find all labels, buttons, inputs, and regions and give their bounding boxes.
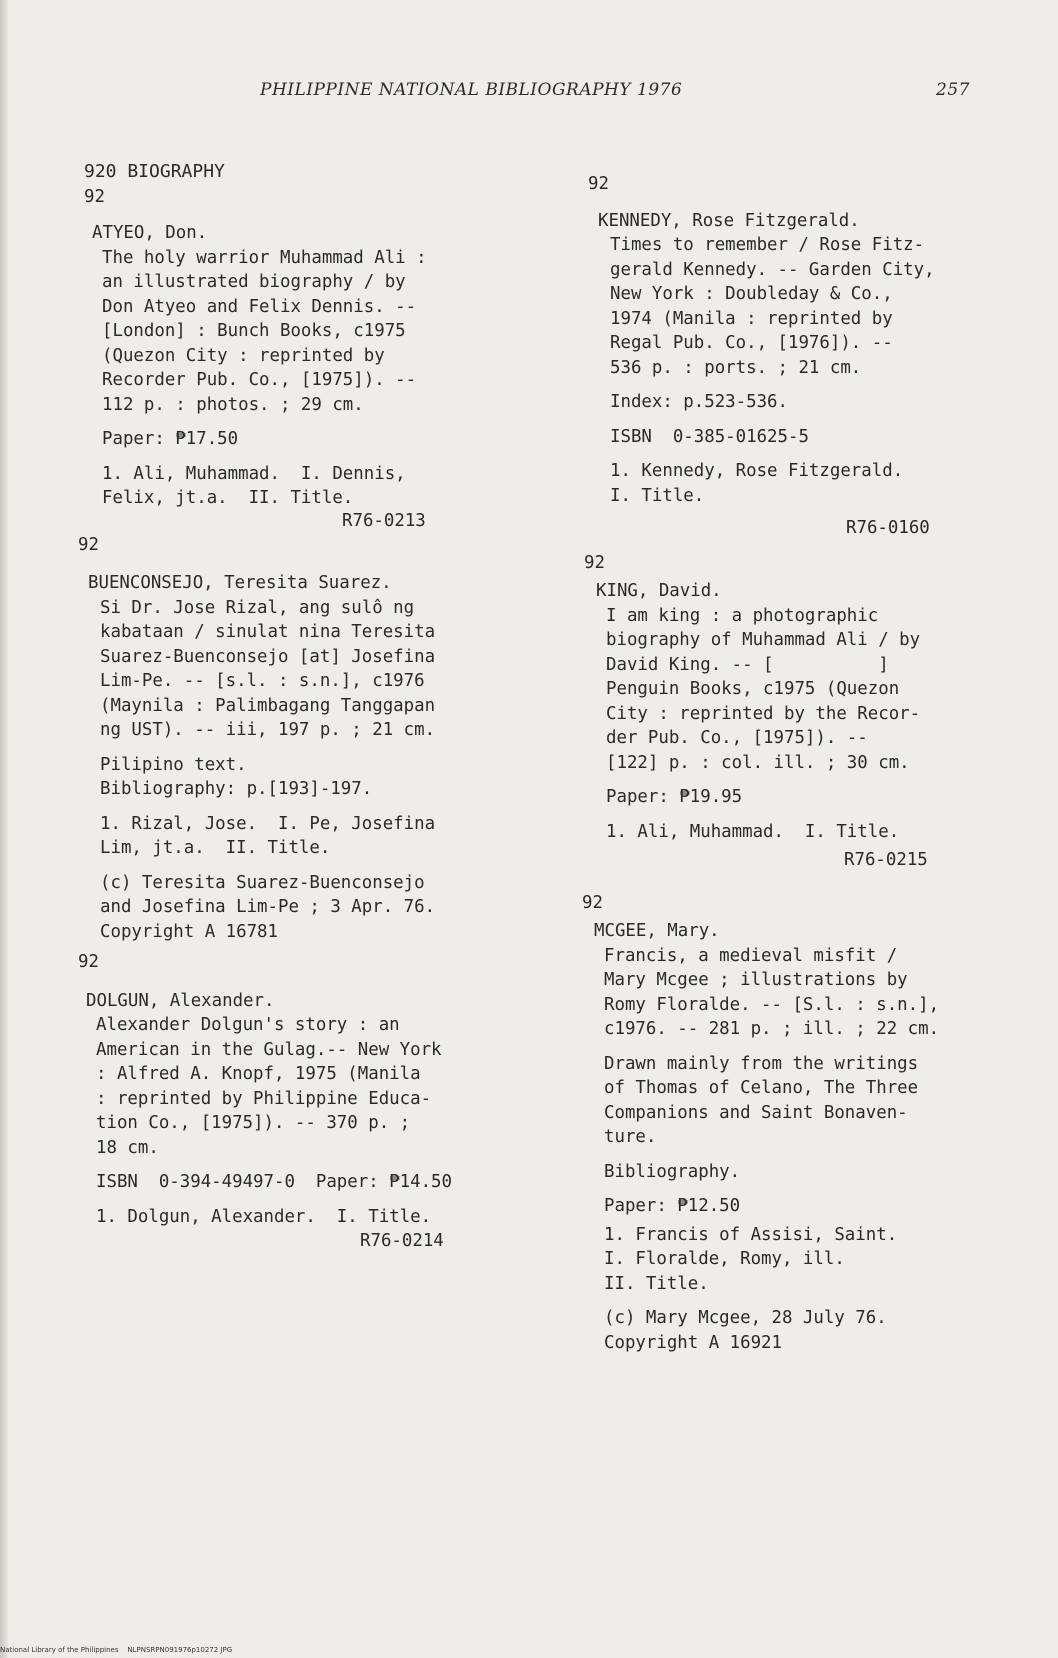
control-number: R76-0215 (844, 850, 928, 870)
entry-heading: MCGEE, Mary. (594, 921, 720, 941)
entry-heading: DOLGUN, Alexander. (86, 990, 275, 1011)
entry-body-line: Francis, a medieval misfit / (604, 945, 898, 966)
entry-body-line: Penguin Books, c1975 (Quezon (606, 679, 900, 699)
entry-body-line: gerald Kennedy. -- Garden City, (610, 259, 935, 280)
entry-heading: KING, David. (596, 581, 722, 601)
control-number: R76-0213 (342, 510, 426, 531)
scan-footer: National Library of the Philippines NLPNSRPN091976p10272 JPG (0, 1646, 233, 1654)
header-title: PHILIPPINE NATIONAL BIBLIOGRAPHY 1976 (260, 80, 683, 100)
entry-tracing: Lim, jt.a. II. Title. (100, 838, 331, 858)
entry-body-line: (Quezon City : reprinted by (102, 345, 385, 366)
entry-body-line: Mary Mcgee ; illustrations by (604, 970, 908, 990)
entry-note: ISBN 0-394-49497-0 Paper: ₱14.50 (96, 1172, 452, 1192)
entry-body-line: Romy Floralde. -- [S.l. : s.n.], (604, 994, 940, 1015)
entry-body-line: I am king : a photographic (606, 605, 879, 626)
call-number: 92 (78, 534, 99, 555)
entry-note: Bibliography: p.[193]-197. (100, 779, 373, 799)
entry-mcgee (582, 891, 1008, 1356)
entry-body-line: David King. -- [ ] (606, 654, 889, 675)
entry-body-line: Regal Pub. Co., [1976]). -- (610, 333, 893, 353)
entry-body-line: Suarez-Buenconsejo [at] Josefina (100, 646, 436, 667)
entry-body-line: : Alfred A. Knopf, 1975 (Manila (96, 1064, 421, 1084)
entry-kennedy (588, 172, 1008, 541)
entry-body-line: 18 cm. (96, 1137, 159, 1158)
entry-tracing: I. Floralde, Romy, ill. (604, 1249, 845, 1269)
entry-body-line: New York : Doubleday & Co., (610, 284, 893, 304)
entry-tracing: I. Title. (610, 485, 705, 506)
entry-body-line: der Pub. Co., [1975]). -- (606, 728, 868, 748)
entry-body-line: The holy warrior Muhammad Ali : (102, 247, 427, 268)
call-number: 92 (588, 174, 609, 194)
entry-atyeo (84, 185, 524, 531)
call-number: 92 (78, 952, 99, 972)
entry-body-line: 112 p. : photos. ; 29 cm. (102, 394, 364, 415)
call-number: 92 (84, 186, 105, 207)
right-column (582, 172, 1008, 1355)
control-number: R76-0214 (360, 1231, 444, 1251)
call-number: 92 (584, 552, 605, 573)
entry-body-line: Si Dr. Jose Rizal, ang sulô ng (100, 597, 415, 618)
entry-body-line: City : reprinted by the Recor- (606, 703, 921, 724)
entry-tracing: 1. Ali, Muhammad. I. Title. (606, 821, 900, 842)
entry-note: Companions and Saint Bonaven- (604, 1102, 908, 1123)
entry-tracing: 1. Rizal, Jose. I. Pe, Josefina (100, 813, 436, 834)
entry-body-line: ng UST). -- iii, 197 p. ; 21 cm. (100, 720, 436, 740)
entry-body-line: biography of Muhammad Ali / by (606, 630, 921, 650)
page-number: 257 (936, 80, 970, 100)
page-edge (0, 0, 8, 1658)
entry-tracing: 1. Kennedy, Rose Fitzgerald. (610, 461, 904, 481)
entry-note: Bibliography. (604, 1161, 741, 1182)
entry-body-line: c1976. -- 281 p. ; ill. ; 22 cm. (604, 1019, 940, 1039)
entry-body-line: Times to remember / Rose Fitz- (610, 235, 925, 255)
entry-tracing: 1. Dolgun, Alexander. I. Title. (96, 1206, 432, 1227)
entry-note: Pilipino text. (100, 754, 247, 775)
entry-dolgun (78, 950, 524, 1254)
copyright-note: (c) Mary Mcgee, 28 July 76. (604, 1308, 887, 1328)
entry-body-line: Lim-Pe. -- [s.l. : s.n.], c1976 (100, 671, 425, 691)
section-heading: 920 BIOGRAPHY (84, 161, 225, 182)
copyright-note: and Josefina Lim-Pe ; 3 Apr. 76. (100, 897, 436, 917)
entry-body-line: : reprinted by Philippine Educa- (96, 1088, 432, 1109)
entry-body-line: tion Co., [1975]). -- 370 p. ; (96, 1113, 411, 1133)
entry-note: Paper: ₱12.50 (604, 1196, 741, 1216)
entry-body-line: 536 p. : ports. ; 21 cm. (610, 357, 862, 378)
entry-note: of Thomas of Celano, The Three (604, 1078, 919, 1098)
copyright-note: Copyright A 16781 (100, 921, 278, 942)
entry-body-line: Recorder Pub. Co., [1975]). -- (102, 370, 417, 390)
copyright-note: Copyright A 16921 (604, 1332, 782, 1353)
entry-king (584, 551, 1008, 873)
entry-body-line: Alexander Dolgun's story : an (96, 1015, 400, 1035)
copyright-note: (c) Teresita Suarez-Buenconsejo (100, 872, 425, 893)
entry-buenconsejo (78, 533, 524, 945)
entry-isbn: ISBN 0-385-01625-5 (610, 426, 809, 447)
control-number: R76-0160 (846, 518, 930, 538)
entry-note: Paper: ₱17.50 (102, 429, 239, 449)
entry-note: Index: p.523-536. (610, 392, 788, 412)
entry-tracing: 1. Ali, Muhammad. I. Dennis, (102, 463, 406, 484)
entry-heading: ATYEO, Don. (92, 223, 208, 243)
entry-body-line: kabataan / sinulat nina Teresita (100, 622, 436, 642)
entry-tracing: Felix, jt.a. II. Title. (102, 488, 354, 508)
entry-body-line: an illustrated biography / by (102, 272, 406, 292)
entry-body-line: Don Atyeo and Felix Dennis. -- (102, 296, 417, 317)
entry-heading: BUENCONSEJO, Teresita Suarez. (88, 573, 392, 593)
entry-body-line: [122] p. : col. ill. ; 30 cm. (606, 752, 910, 773)
entry-body-line: (Maynila : Palimbagang Tanggapan (100, 695, 436, 716)
entry-tracing: 1. Francis of Assisi, Saint. (604, 1224, 898, 1245)
entry-body-line: [London] : Bunch Books, c1975 (102, 321, 406, 341)
entry-tracing: II. Title. (604, 1273, 709, 1294)
entry-heading: KENNEDY, Rose Fitzgerald. (598, 210, 860, 231)
entry-note: ture. (604, 1127, 657, 1147)
call-number: 92 (582, 892, 603, 913)
entry-note: Paper: ₱19.95 (606, 787, 743, 807)
left-column (78, 160, 524, 1254)
entry-body-line: American in the Gulag.-- New York (96, 1039, 442, 1060)
entry-note: Drawn mainly from the writings (604, 1053, 919, 1074)
entry-body-line: 1974 (Manila : reprinted by (610, 308, 893, 329)
